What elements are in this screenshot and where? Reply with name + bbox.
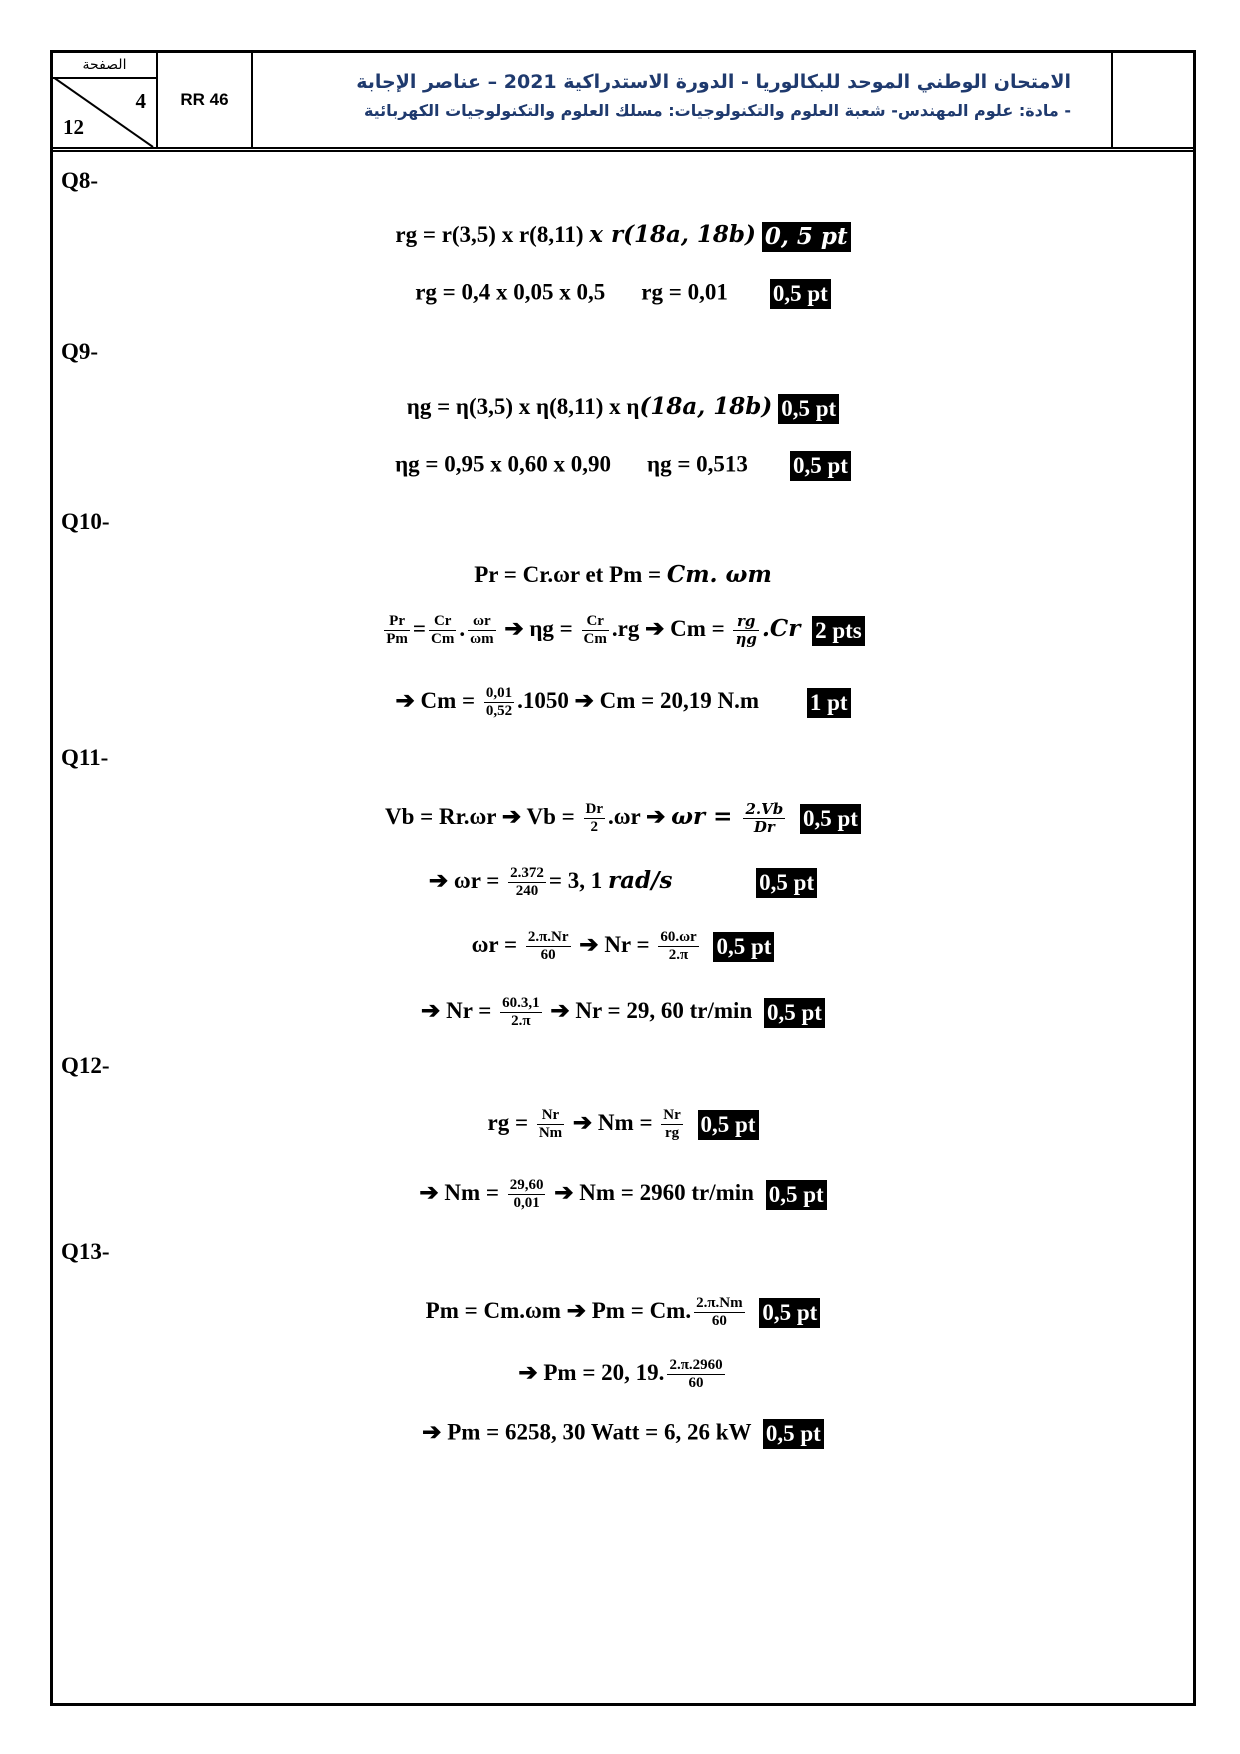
- q8-result: rg = 0,01: [641, 279, 728, 305]
- arrow-icon: ➔: [419, 1179, 439, 1205]
- q13-line2: [53, 1357, 1193, 1392]
- q8-formula: rg = r(3,5) x r(8,11): [395, 222, 590, 247]
- fraction: $\frac{Cr}{Cm}$: [583, 613, 607, 647]
- q11-line1: [53, 801, 1193, 836]
- q11-wr-eq: ωr =: [671, 802, 741, 830]
- q9-points-2: 0,5 pt: [790, 451, 851, 481]
- q11-unit: rad/s: [607, 866, 673, 894]
- q11-nr-eq: Nr =: [604, 931, 656, 957]
- q9-formula-italic: (18a, 18b): [639, 393, 773, 420]
- q11-wr: .ωr: [608, 803, 641, 829]
- q12-nm2: Nm =: [444, 1179, 505, 1205]
- q13-pm2: Pm = 20, 19.: [543, 1359, 665, 1385]
- q8-line1: [53, 221, 1193, 252]
- arrow-icon: ➔: [566, 1297, 586, 1323]
- q10-mult: .1050: [517, 687, 569, 713]
- q10-rg: .rg: [611, 615, 640, 641]
- q11-wr-val: = 3, 1: [548, 867, 608, 893]
- exam-subtitle: - مادة: علوم المهندس- شعبة العلوم والتكنولوجيات: مسلك العلوم والتكنولوجيات الكهربائية: [363, 101, 1071, 120]
- exam-title: الامتحان الوطني الموحد للبكالوريا - الدورة الاستدراكية 2021 – عناصر الإجابة: [356, 71, 1071, 93]
- q10-cm-eq: Cm =: [670, 615, 731, 641]
- q9-points-1: 0,5 pt: [778, 394, 839, 424]
- fraction: $\frac{2.\pi.2960}{60}$: [669, 1357, 723, 1391]
- fraction: $\frac{0,01}{0,52}$: [485, 685, 513, 719]
- q11-wr3: ωr =: [471, 931, 523, 957]
- q12-rg: rg =: [487, 1109, 534, 1135]
- q12-nm-eq: Nm =: [597, 1109, 659, 1135]
- q13-line3: [53, 1419, 1193, 1449]
- q12-nm-result: Nm = 2960 tr/min: [579, 1179, 754, 1205]
- q10-points-2: 1 pt: [807, 688, 851, 718]
- q11-nr2: Nr =: [446, 997, 498, 1023]
- q11-line2: [53, 865, 1193, 900]
- q11-vb-eq: Vb =: [526, 803, 581, 829]
- fraction: $\frac{60.\omega r}{2.\pi}$: [660, 929, 697, 963]
- q11-vb: Vb = Rr.ωr: [385, 803, 497, 829]
- q8-calc: rg = 0,4 x 0,05 x 0,5: [415, 279, 606, 305]
- fraction: $\frac{2.372}{240}$: [510, 865, 544, 899]
- page-label: الصفحة: [53, 55, 156, 79]
- fraction: $\frac{Nr}{rg}$: [663, 1107, 681, 1141]
- q9-calc: ηg = 0,95 x 0,60 x 0,90: [395, 451, 612, 477]
- q13-line1: [53, 1295, 1193, 1330]
- q10-eta-eq: ηg =: [529, 615, 579, 641]
- q11-points-4: 0,5 pt: [764, 998, 825, 1028]
- fraction: $\frac{60.3,1}{2.\pi}$: [502, 995, 540, 1029]
- q13-label: Q13-: [61, 1239, 110, 1264]
- exam-code-box: [158, 53, 253, 147]
- q8-formula-italic: x r(18a, 18b): [589, 221, 756, 248]
- fraction: $\frac{\omega r}{\omega m}$: [470, 613, 494, 647]
- q10-line1: [53, 561, 1193, 588]
- q9-label: Q9-: [61, 339, 99, 364]
- arrow-icon: ➔: [572, 1109, 593, 1135]
- fraction: $\frac{Cr}{Cm}$: [431, 613, 455, 647]
- q13-points-2: 0,5 pt: [763, 1419, 824, 1449]
- q12-points-1: 0,5 pt: [698, 1110, 759, 1140]
- q8-line2: [53, 279, 1193, 309]
- q10-formula: Pr = Cr.ωr et Pm =: [474, 562, 667, 587]
- arrow-icon: ➔: [501, 803, 522, 829]
- arrow-icon: ➔: [646, 803, 666, 829]
- page-frame: [50, 50, 1196, 1706]
- q9-formula: ηg = η(3,5) x η(8,11) x η: [406, 394, 640, 419]
- arrow-icon: ➔: [579, 931, 599, 957]
- q10-points-1: 2 pts: [812, 616, 865, 646]
- q10-cr: .Cr: [761, 614, 801, 642]
- fraction: $\frac{2.\pi.Nr}{60}$: [527, 929, 569, 963]
- q8-label: Q8-: [61, 168, 99, 193]
- q11-points-3: 0,5 pt: [713, 932, 774, 962]
- arrow-icon: ➔: [421, 997, 441, 1023]
- arrow-icon: ➔: [395, 687, 415, 713]
- q12-points-2: 0,5 pt: [766, 1180, 827, 1210]
- page-number-box: [53, 53, 158, 147]
- q8-points-2: 0,5 pt: [770, 279, 831, 309]
- arrow-icon: ➔: [428, 867, 449, 893]
- q11-line4: [53, 995, 1193, 1030]
- arrow-icon: ➔: [422, 1419, 442, 1445]
- q13-result: Pm = 6258, 30 Watt = 6, 26 kW: [447, 1419, 752, 1445]
- q12-line1: [53, 1107, 1193, 1142]
- q11-label: Q11-: [61, 745, 109, 770]
- q10-label: Q10-: [61, 509, 110, 534]
- arrow-icon: ➔: [554, 1179, 574, 1205]
- q13-pm-eq: Pm = Cm.: [591, 1297, 692, 1323]
- fraction: $\frac{2.\pi.Nm}{60}$: [696, 1295, 743, 1329]
- title-box: [253, 53, 1113, 147]
- page-number: 4: [135, 89, 146, 113]
- q11-points-2: 0,5 pt: [756, 868, 817, 898]
- fraction: $\frac{Dr}{2}$: [585, 801, 603, 835]
- q10-cm-eq2: Cm =: [420, 687, 481, 713]
- arrow-icon: ➔: [574, 687, 594, 713]
- q9-result: ηg = 0,513: [647, 451, 748, 477]
- q10-formula-italic: Cm. ωm: [666, 561, 772, 588]
- q10-result: Cm = 20,19 N.m: [599, 687, 760, 713]
- q12-label: Q12-: [61, 1053, 110, 1078]
- q8-points-1: 0, 5 pt: [762, 222, 851, 252]
- arrow-icon: ➔: [518, 1359, 538, 1385]
- exam-header: [53, 53, 1193, 152]
- fraction: $\frac{2.Vb}{Dr}$: [745, 800, 784, 836]
- arrow-icon: ➔: [645, 615, 665, 641]
- q11-line3: [53, 929, 1193, 964]
- q13-pm: Pm = Cm.ωm: [425, 1297, 561, 1323]
- fraction: $\frac{Pr}{Pm}$: [386, 613, 408, 647]
- exam-code: RR 46: [180, 90, 229, 109]
- fraction: $\frac{rg}{\eta g}$: [735, 612, 757, 648]
- fraction: $\frac{Nr}{Nm}$: [538, 1107, 563, 1141]
- blank-box: [1113, 53, 1193, 147]
- arrow-icon: ➔: [550, 997, 570, 1023]
- fraction: $\frac{29,60}{0,01}$: [509, 1177, 544, 1211]
- q9-line2: [53, 451, 1193, 481]
- q11-wr2: ωr =: [453, 867, 506, 893]
- q10-line2: $\frac{Pr}{Pm}$ = $\frac{Cr}{Cm}$ . $\frac{\omega r}{\omega m}$ ➔ ηg = $\frac{Cr}{Cm}$ .rg ➔ Cm = $\frac{rg}{\eta g}$ .Cr 2 pts: [53, 613, 1193, 648]
- q12-line2: [53, 1177, 1193, 1212]
- total-pages: 12: [63, 115, 84, 139]
- q11-points-1: 0,5 pt: [800, 804, 861, 834]
- q13-points-1: 0,5 pt: [759, 1298, 820, 1328]
- q9-line1: [53, 393, 1193, 424]
- arrow-icon: ➔: [504, 615, 524, 641]
- q11-nr-result: Nr = 29, 60 tr/min: [575, 997, 753, 1023]
- q10-line3: [53, 685, 1193, 720]
